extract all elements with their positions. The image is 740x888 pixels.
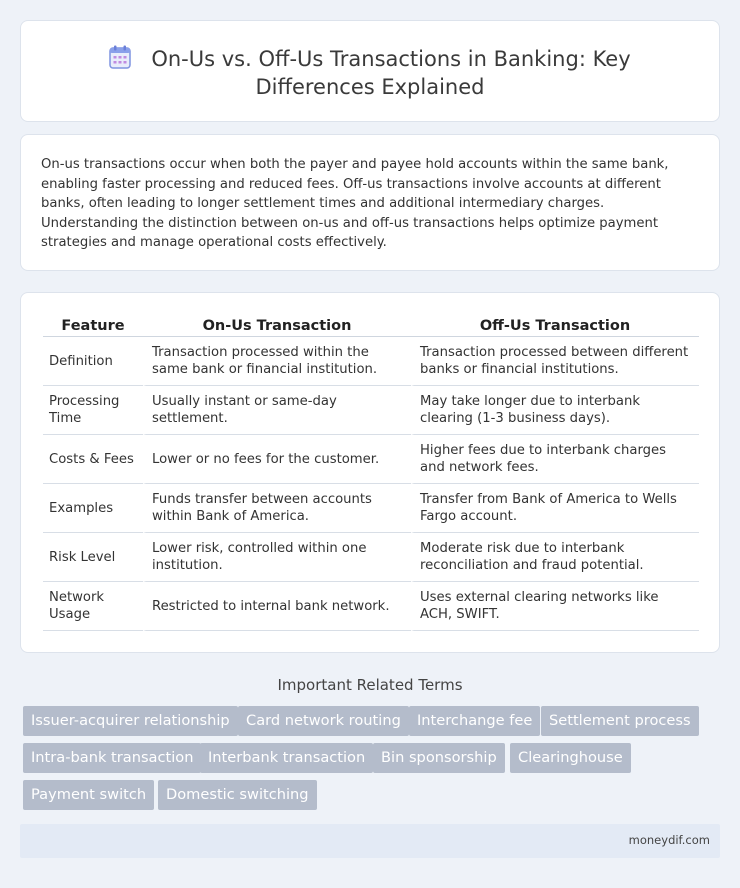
row-feature: Risk Level	[43, 533, 143, 582]
tag-domestic-switching[interactable]: Domestic switching	[158, 780, 317, 810]
table-row	[43, 582, 699, 631]
table-row	[43, 435, 699, 484]
table-row	[43, 386, 699, 435]
row-on-us: Lower risk, controlled within one institution.	[143, 533, 411, 582]
table-header-row	[43, 315, 699, 337]
row-feature: Examples	[43, 484, 143, 533]
row-on-us: Usually instant or same-day settlement.	[143, 386, 411, 435]
table-row	[43, 337, 699, 386]
row-off-us: Uses external clearing networks like ACH, SWIFT.	[411, 582, 699, 631]
header-off-us: Off-Us Transaction	[411, 315, 699, 337]
title-card	[20, 20, 720, 122]
intro-card	[20, 134, 720, 271]
source-link[interactable]: moneydif.com	[628, 833, 710, 847]
row-on-us: Transaction processed within the same bank or financial institution.	[143, 337, 411, 386]
tag-clearinghouse[interactable]: Clearinghouse	[510, 743, 631, 773]
row-off-us: Transfer from Bank of America to Wells Fargo account.	[411, 484, 699, 533]
row-feature: Definition	[43, 337, 143, 386]
calendar-icon	[109, 45, 131, 69]
tag-interchange-fee[interactable]: Interchange fee	[409, 706, 540, 736]
footer-bar	[20, 824, 720, 858]
header-feature: Feature	[43, 315, 143, 337]
tag-settlement-process[interactable]: Settlement process	[541, 706, 699, 736]
table-row	[43, 533, 699, 582]
table-row	[43, 484, 699, 533]
page-title-wrap	[61, 45, 679, 101]
tag-interbank[interactable]: Interbank transaction	[200, 743, 373, 773]
row-feature: Costs & Fees	[43, 435, 143, 484]
row-feature: Processing Time	[43, 386, 143, 435]
row-off-us: Moderate risk due to interbank reconciliation and fraud potential.	[411, 533, 699, 582]
row-on-us: Restricted to internal bank network.	[143, 582, 411, 631]
header-on-us: On-Us Transaction	[143, 315, 411, 337]
row-on-us: Lower or no fees for the customer.	[143, 435, 411, 484]
tag-payment-switch[interactable]: Payment switch	[23, 780, 154, 810]
row-off-us: May take longer due to interbank clearing (1-3 business days).	[411, 386, 699, 435]
page-title: On-Us vs. Off-Us Transactions in Banking: Key Differences Explained	[151, 47, 631, 99]
comparison-card	[20, 292, 720, 653]
row-feature: Network Usage	[43, 582, 143, 631]
tag-issuer-acquirer[interactable]: Issuer-acquirer relationship	[23, 706, 238, 736]
comparison-table	[43, 315, 699, 631]
tag-bin-sponsorship[interactable]: Bin sponsorship	[373, 743, 505, 773]
tag-intra-bank[interactable]: Intra-bank transaction	[23, 743, 201, 773]
intro-paragraph: On-us transactions occur when both the payer and payee hold accounts within the same bank, enabling faster processing and reduced fees. Off-us transactions involve accounts at different banks, often leading to longer settlement times and additional intermediary charges. Understanding the distinction between on-us and off-us transactions helps optimize payment strategies and manage operational costs effectively.	[41, 157, 669, 251]
row-on-us: Funds transfer between accounts within Bank of America.	[143, 484, 411, 533]
tag-card-network-routing[interactable]: Card network routing	[238, 706, 409, 736]
related-terms-title: Important Related Terms	[277, 676, 463, 694]
row-off-us: Transaction processed between different banks or financial institutions.	[411, 337, 699, 386]
row-off-us: Higher fees due to interbank charges and network fees.	[411, 435, 699, 484]
